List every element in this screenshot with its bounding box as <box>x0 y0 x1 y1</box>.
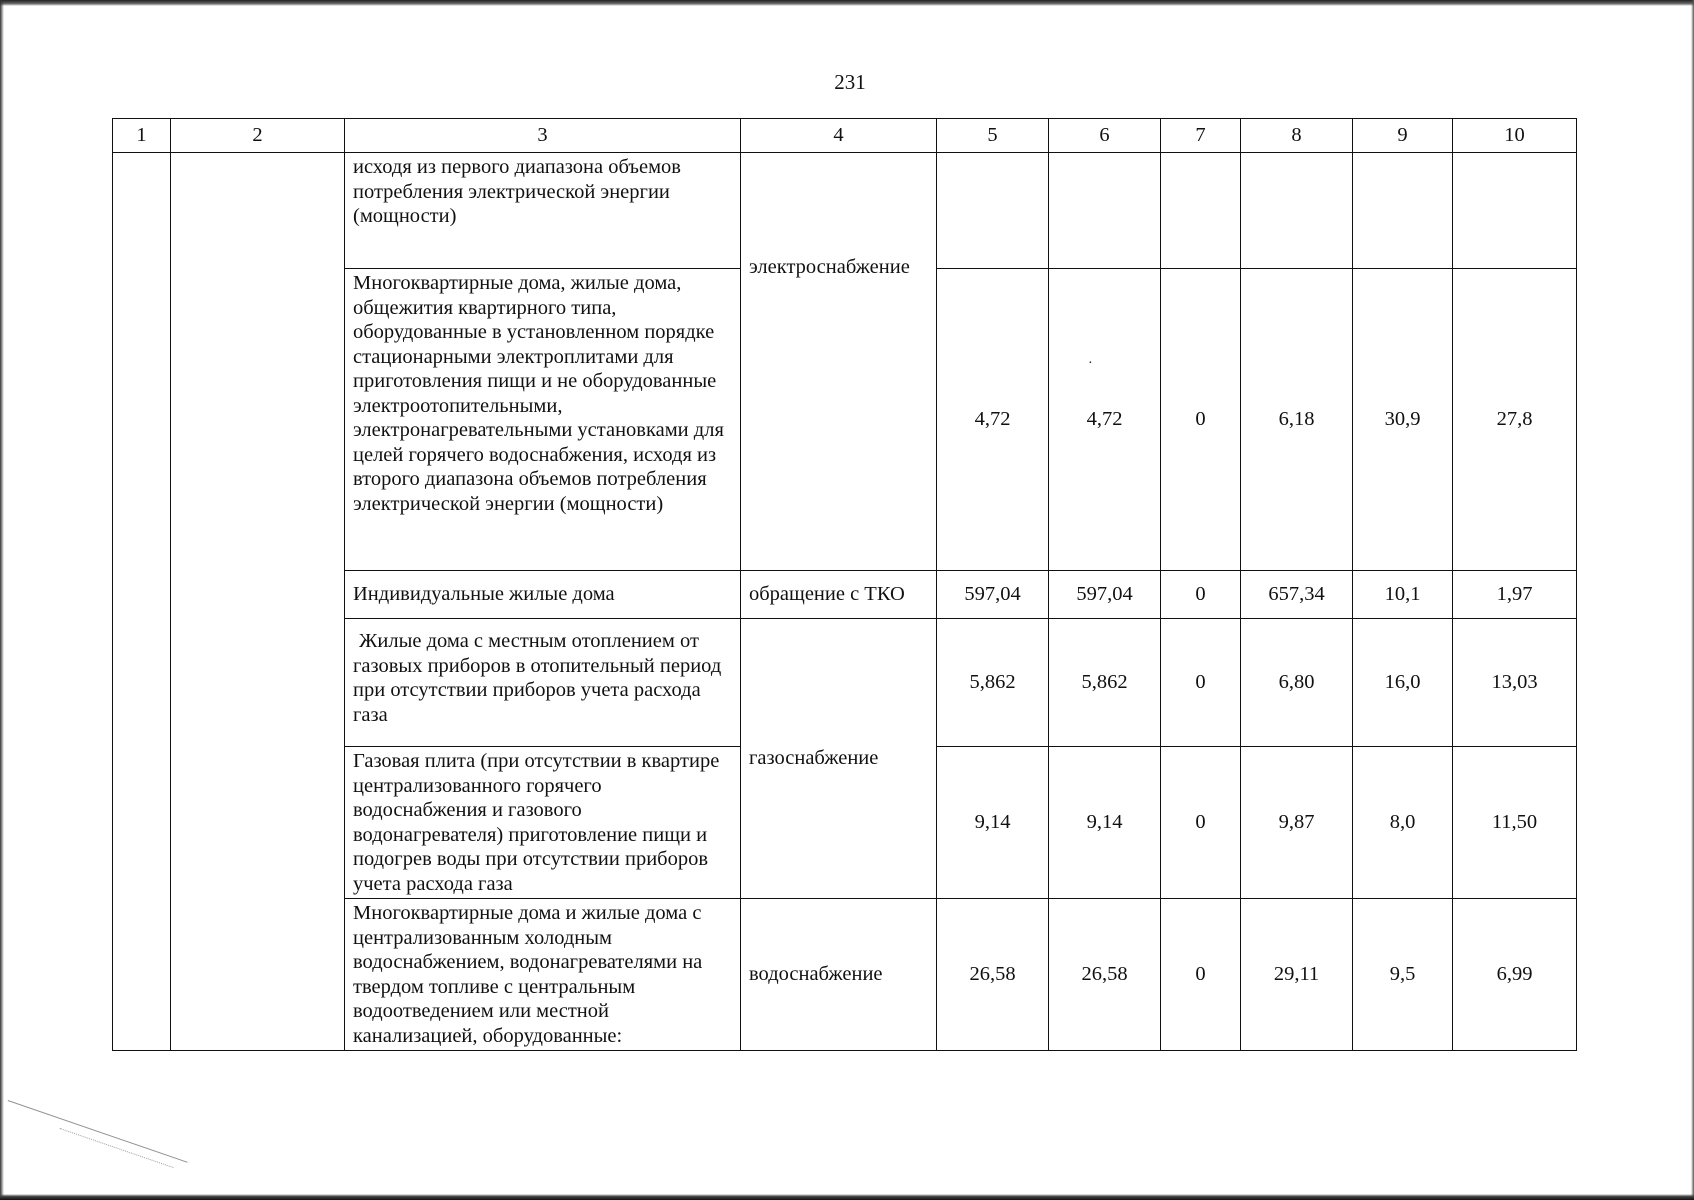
scan-edge-left <box>0 0 4 1200</box>
value-cell: 10,1 <box>1353 571 1453 619</box>
column-header: 9 <box>1353 119 1453 153</box>
consumer-category: Жилые дома с местным отоплением от газовых приборов в отопительный период при отсутствии приборов учета расхода газа <box>345 619 741 747</box>
scan-artifact-line <box>60 1128 174 1168</box>
header-row <box>113 119 1577 153</box>
tariff-table <box>112 118 1577 1051</box>
value-cell: 9,87 <box>1241 747 1353 899</box>
value-cell: 0 <box>1161 619 1241 747</box>
service-type: обращение с ТКО <box>741 571 937 619</box>
value-cell: 6,99 <box>1453 899 1577 1051</box>
service-type: газоснабжение <box>741 619 937 899</box>
value-cell: 30,9 <box>1353 269 1453 571</box>
column-header: 2 <box>171 119 345 153</box>
column-header: 4 <box>741 119 937 153</box>
value-cell: 0 <box>1161 747 1241 899</box>
value-cell: 9,14 <box>937 747 1049 899</box>
scan-artifact-line <box>8 1100 188 1163</box>
value-cell <box>1241 153 1353 269</box>
value-cell: 11,50 <box>1453 747 1577 899</box>
value-cell: 0 <box>1161 269 1241 571</box>
table-row <box>113 153 1577 269</box>
value-cell: 657,34 <box>1241 571 1353 619</box>
value-cell <box>1049 153 1161 269</box>
value-cell: 29,11 <box>1241 899 1353 1051</box>
column-header: 3 <box>345 119 741 153</box>
value-cell: 1,97 <box>1453 571 1577 619</box>
value-cell: 4,72 <box>1049 269 1161 571</box>
value-cell: 0 <box>1161 899 1241 1051</box>
column-2-cell <box>171 153 345 1051</box>
value-cell: 5,862 <box>1049 619 1161 747</box>
column-header: 1 <box>113 119 171 153</box>
consumer-category: Многоквартирные дома и жилые дома с централизованным холодным водоснабжением, водонагревателями на твердом топливе с центральным водоотведением или местной канализацией, оборудованные: <box>345 899 741 1051</box>
value-cell: 4,72 <box>937 269 1049 571</box>
value-cell <box>1353 153 1453 269</box>
column-header: 10 <box>1453 119 1577 153</box>
value-cell <box>937 153 1049 269</box>
value-cell: 597,04 <box>1049 571 1161 619</box>
value-cell: 0 <box>1161 571 1241 619</box>
consumer-category: Индивидуальные жилые дома <box>345 571 741 619</box>
column-header: 6 <box>1049 119 1161 153</box>
value-cell: 6,18 <box>1241 269 1353 571</box>
page-number: 231 <box>834 70 866 94</box>
consumer-category: Газовая плита (при отсутствии в квартире централизованного горячего водоснабжения и газового водонагревателя) приготовление пищи и подогрев воды при отсутствии приборов учета расхода газа <box>345 747 741 899</box>
service-type: электроснабжение <box>741 153 937 571</box>
scan-artifact-dot: · <box>1088 356 1093 371</box>
value-cell: 26,58 <box>1049 899 1161 1051</box>
column-header: 5 <box>937 119 1049 153</box>
column-1-cell <box>113 153 171 1051</box>
value-cell: 13,03 <box>1453 619 1577 747</box>
service-type: водоснабжение <box>741 899 937 1051</box>
value-cell: 597,04 <box>937 571 1049 619</box>
value-cell <box>1161 153 1241 269</box>
value-cell: 6,80 <box>1241 619 1353 747</box>
consumer-category: исходя из первого диапазона объемов потребления электрической энергии (мощности) <box>345 153 741 269</box>
value-cell <box>1453 153 1577 269</box>
column-header: 7 <box>1161 119 1241 153</box>
value-cell: 5,862 <box>937 619 1049 747</box>
value-cell: 9,14 <box>1049 747 1161 899</box>
consumer-category: Многоквартирные дома, жилые дома, общежития квартирного типа, оборудованные в установленном порядке стационарными электроплитами для приготовления пищи и не оборудованные электроотопительными, электронагревательными установками для целей горячего водоснабжения, исходя из второго диапазона объемов потребления электрической энергии (мощности) <box>345 269 741 571</box>
value-cell: 27,8 <box>1453 269 1577 571</box>
value-cell: 9,5 <box>1353 899 1453 1051</box>
scan-edge-top <box>0 0 1694 6</box>
value-cell: 8,0 <box>1353 747 1453 899</box>
column-header: 8 <box>1241 119 1353 153</box>
value-cell: 26,58 <box>937 899 1049 1051</box>
scan-edge-bottom <box>0 1194 1694 1200</box>
value-cell: 16,0 <box>1353 619 1453 747</box>
